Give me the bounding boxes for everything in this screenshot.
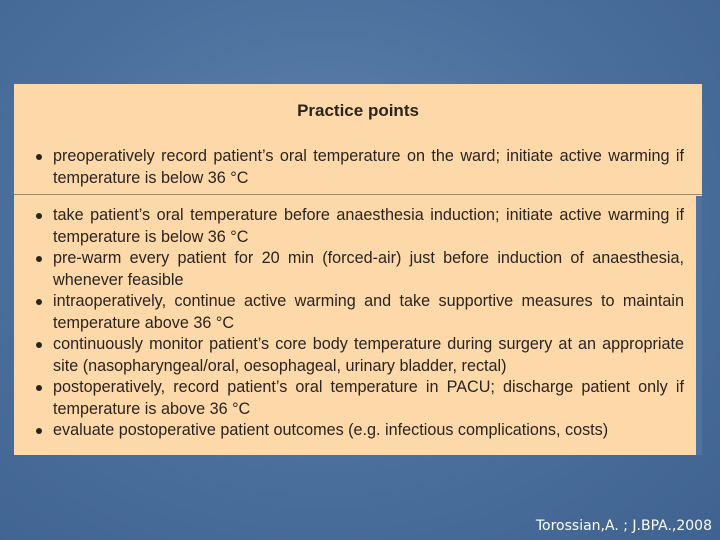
list-item: [36, 290, 684, 334]
box-edge: [696, 196, 702, 455]
practice-points-box: [14, 84, 702, 455]
bullet-icon: [36, 299, 42, 305]
bullet-icon: [36, 385, 42, 391]
bullet-icon: [36, 213, 42, 219]
list-item-text: take patient’s oral temperature before anaesthesia induction; initiate active warming if temperature is below 36 °C: [53, 206, 684, 246]
list-item-text: evaluate postoperative patient outcomes (e.g. infectious complications, costs): [53, 421, 609, 439]
list-item-text: preoperatively record patient’s oral temperature on the ward; initiate active warming if temperature is below 36 °C: [53, 147, 684, 187]
list-item: [36, 419, 684, 441]
list-item: [36, 145, 684, 189]
list-item-text: continuously monitor patient’s core body temperature during surgery at an appropriate site (nasopharyngeal/oral, oesophageal, urinary bladder, rectal): [53, 335, 684, 375]
list-item-text: pre-warm every patient for 20 min (forced-air) just before induction of anaesthesia, whenever feasible: [53, 249, 684, 289]
list-item-text: intraoperatively, continue active warming and take supportive measures to maintain temperature above 36 °C: [53, 292, 684, 332]
box-title: Practice points: [297, 101, 419, 120]
bullet-icon: [36, 256, 42, 262]
bullet-icon: [36, 428, 42, 434]
list-item: [36, 204, 684, 248]
list-item: [36, 376, 684, 420]
bullet-icon: [36, 342, 42, 348]
list-item-text: postoperatively, record patient’s oral temperature in PACU; discharge patient only if temperature is above 36 °C: [53, 378, 684, 418]
list-item: [36, 247, 684, 291]
citation: Torossian,A. ; J.BPA.,2008: [535, 518, 712, 534]
list-item: [36, 333, 684, 377]
bullet-icon: [36, 154, 42, 160]
